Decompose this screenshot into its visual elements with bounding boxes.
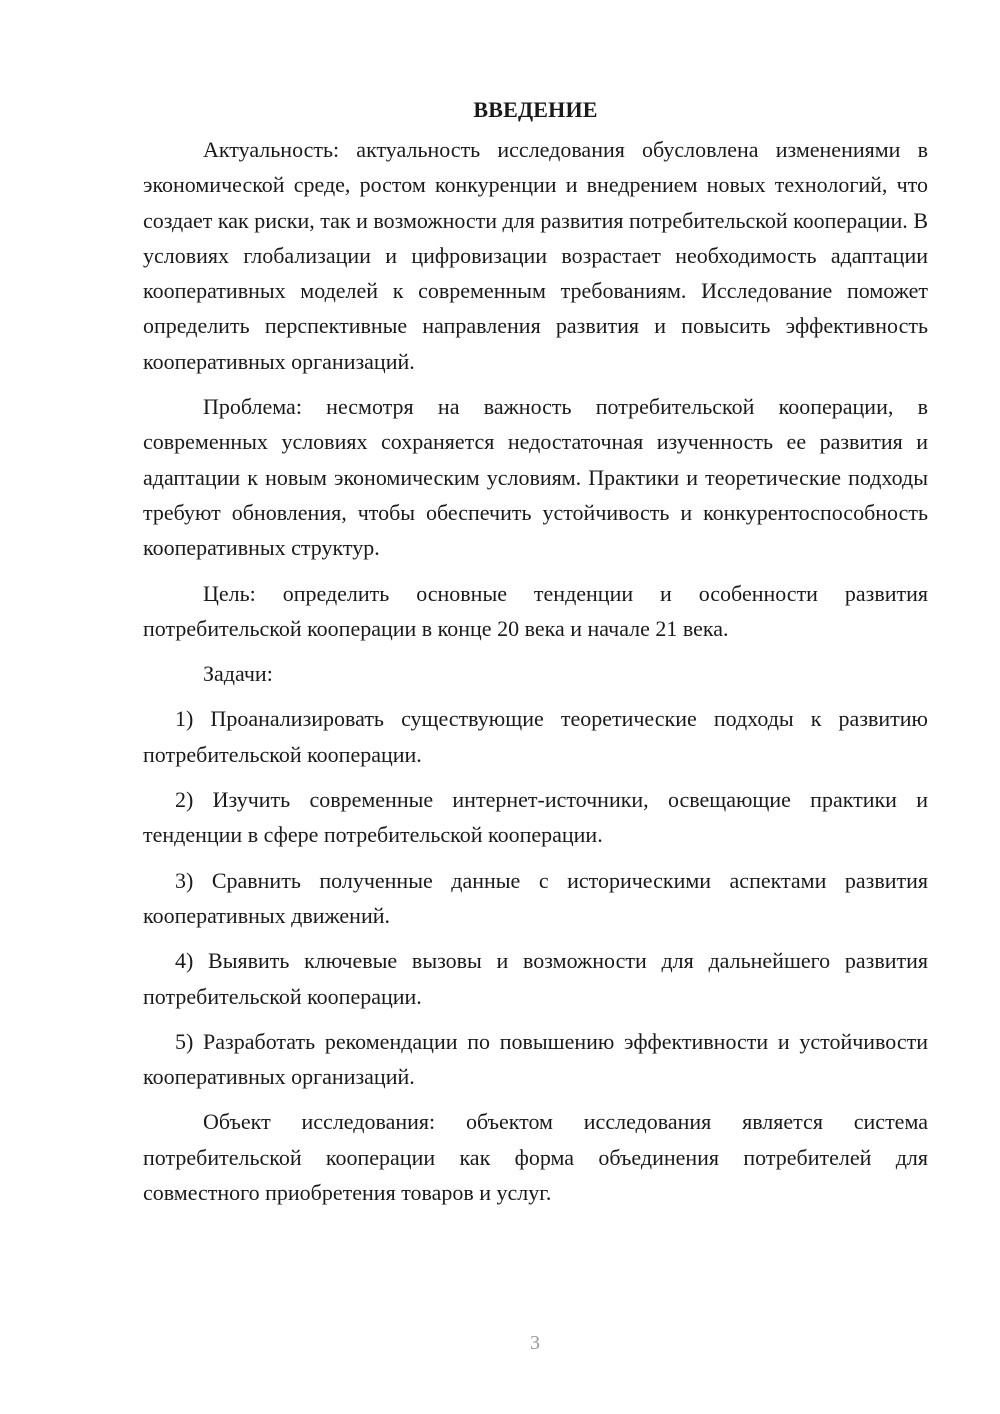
task-item-3: 3) Сравнить полученные данные с историческими аспектами развития кооперативных движений. — [143, 867, 928, 928]
task-item-4: 4) Выявить ключевые вызовы и возможности для дальнейшего развития потребительской кооперации. — [143, 948, 928, 1009]
tasks-heading: Задачи: — [203, 661, 273, 687]
task-item-5: 5) Разработать рекомендации по повышению эффективности и устойчивости кооперативных организаций. — [143, 1028, 928, 1090]
relevance-paragraph: Актуальность: актуальность исследования обусловлена изменениями в экономической среде, ростом конкуренции и внедрением новых технологий, что создает как риски, так и возможности для развития потребительской кооперации. В условиях глобализации и цифровизации возрастает необходимость адаптации кооперативных моделей к современным требованиям. Исследование поможет определить перспективные направления развития и повысить эффективность кооперативных организаций. — [143, 137, 928, 374]
problem-paragraph: Проблема: несмотря на важность потребительской кооперации, в современных условиях сохраняется недостаточная изученность ее развития и адаптации к новым экономическим условиям. Практики и теоретические подходы требуют обновления, чтобы обеспечить устойчивость и конкурентоспособность кооперативных структур. — [143, 394, 928, 561]
page-number: 3 — [530, 1332, 540, 1354]
goal-paragraph: Цель: определить основные тенденции и особенности развития потребительской кооперации в конце 20 века и начале 21 века. — [143, 580, 928, 641]
object-paragraph: Объект исследования: объектом исследования является система потребительской кооперации как форма объединения потребителей для совместного приобретения товаров и услуг. — [143, 1109, 928, 1206]
task-item-1: 1) Проанализировать существующие теоретические подходы к развитию потребительской кооперации. — [143, 706, 928, 767]
section-title: ВВЕДЕНИЕ — [473, 97, 598, 122]
task-item-2: 2) Изучить современные интернет-источники, освещающие практики и тенденции в сфере потребительской кооперации. — [143, 787, 928, 848]
page-content — [143, 92, 928, 1220]
